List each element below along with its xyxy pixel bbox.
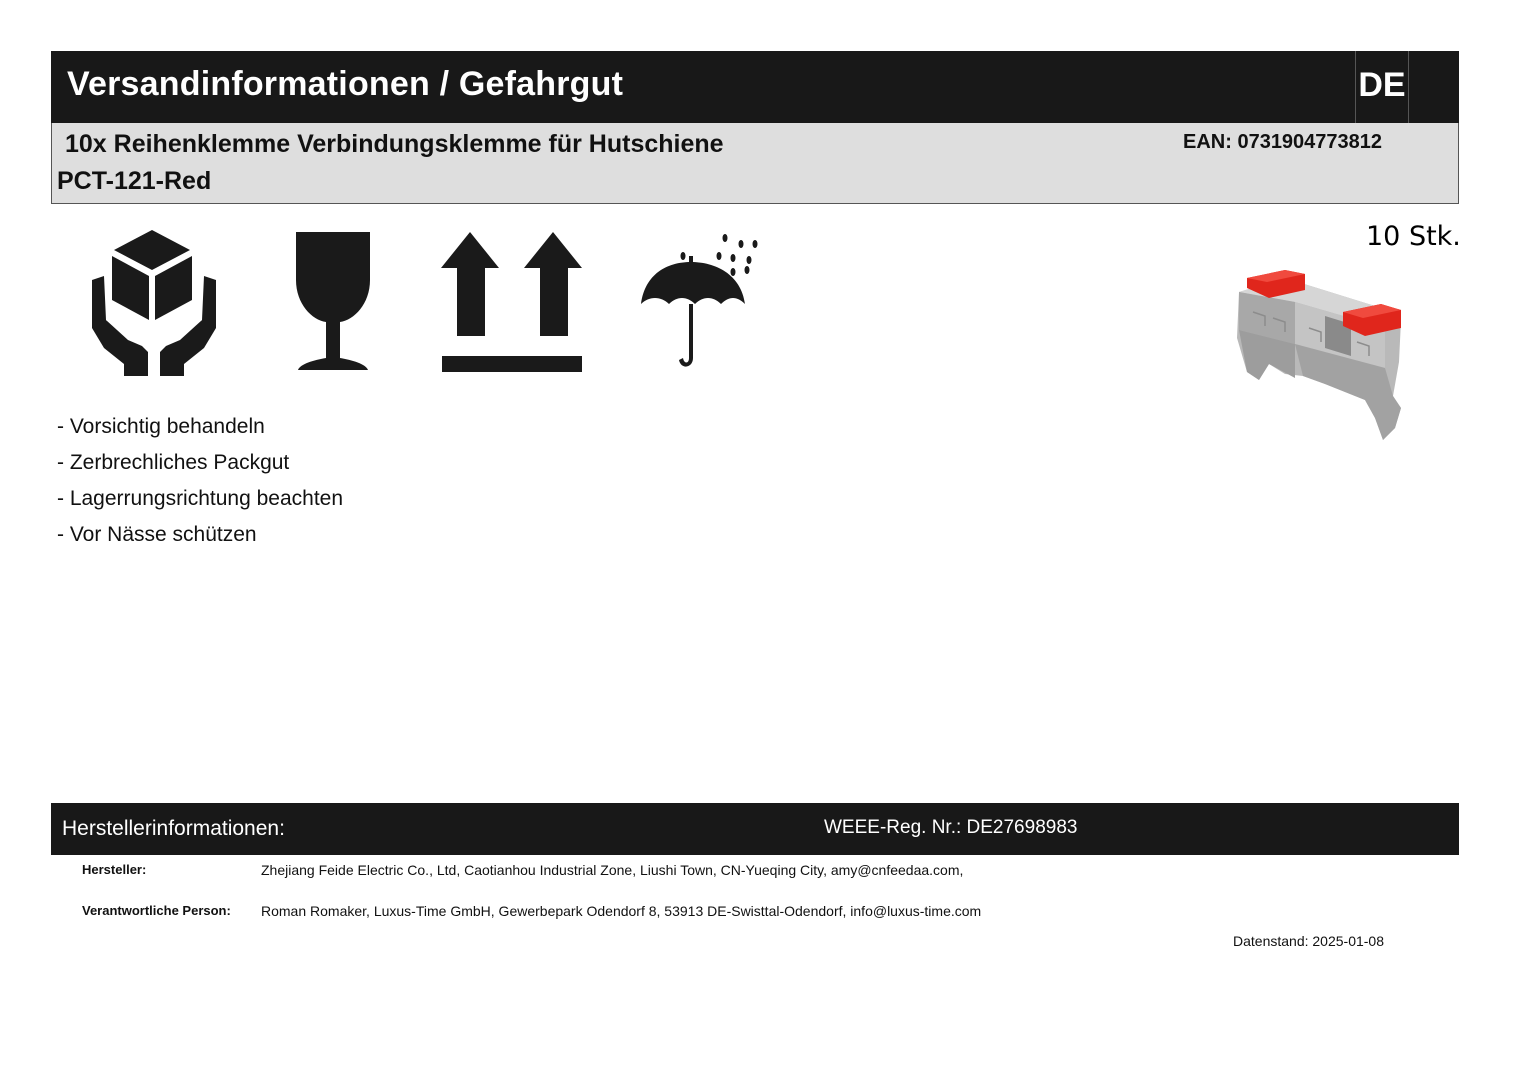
manufacturer-key: Hersteller:	[82, 862, 147, 877]
product-image	[1225, 268, 1407, 442]
language-badge: DE	[1355, 51, 1409, 123]
data-date: Datenstand: 2025-01-08	[1233, 933, 1384, 949]
header-bar	[51, 51, 1459, 123]
fragile-glass-icon	[294, 230, 372, 374]
product-ean: EAN: 0731904773812	[1183, 131, 1383, 153]
product-info-bar	[51, 123, 1459, 204]
this-way-up-icon	[441, 232, 583, 374]
responsible-person-value: Roman Romaker, Luxus-Time GmbH, Gewerbepark Odendorf 8, 53913 DE-Swisttal-Odendorf, info@luxus-time.com	[261, 903, 982, 919]
manufacturer-value: Zhejiang Feide Electric Co., Ltd, Caotianhou Industrial Zone, Liushi Town, CN-Yueqing City, amy@cnfeedaa.com,	[261, 862, 964, 878]
product-sku: PCT-121-Red	[57, 167, 212, 195]
responsible-person-key: Verantwortliche Person:	[82, 903, 231, 918]
handle-with-care-icon	[90, 228, 218, 376]
keep-dry-umbrella-icon	[637, 230, 759, 372]
manufacturer-info-bar	[51, 803, 1459, 855]
warnings-list	[57, 412, 343, 556]
page-title: Versandinformationen / Gefahrgut	[67, 65, 624, 103]
warning-item: - Vorsichtig behandeln	[57, 415, 265, 438]
warning-item: - Vor Nässe schützen	[57, 523, 257, 546]
warning-item: - Lagerrungsrichtung beachten	[57, 487, 344, 510]
quantity-label: 10 Stk.	[1366, 221, 1461, 252]
weee-registration: WEEE-Reg. Nr.: DE27698983	[824, 817, 1078, 838]
warning-item: - Zerbrechliches Packgut	[57, 451, 290, 474]
manufacturer-info-label: Herstellerinformationen:	[62, 817, 285, 840]
product-name: 10x Reihenklemme Verbindungsklemme für Hutschiene	[65, 130, 724, 158]
